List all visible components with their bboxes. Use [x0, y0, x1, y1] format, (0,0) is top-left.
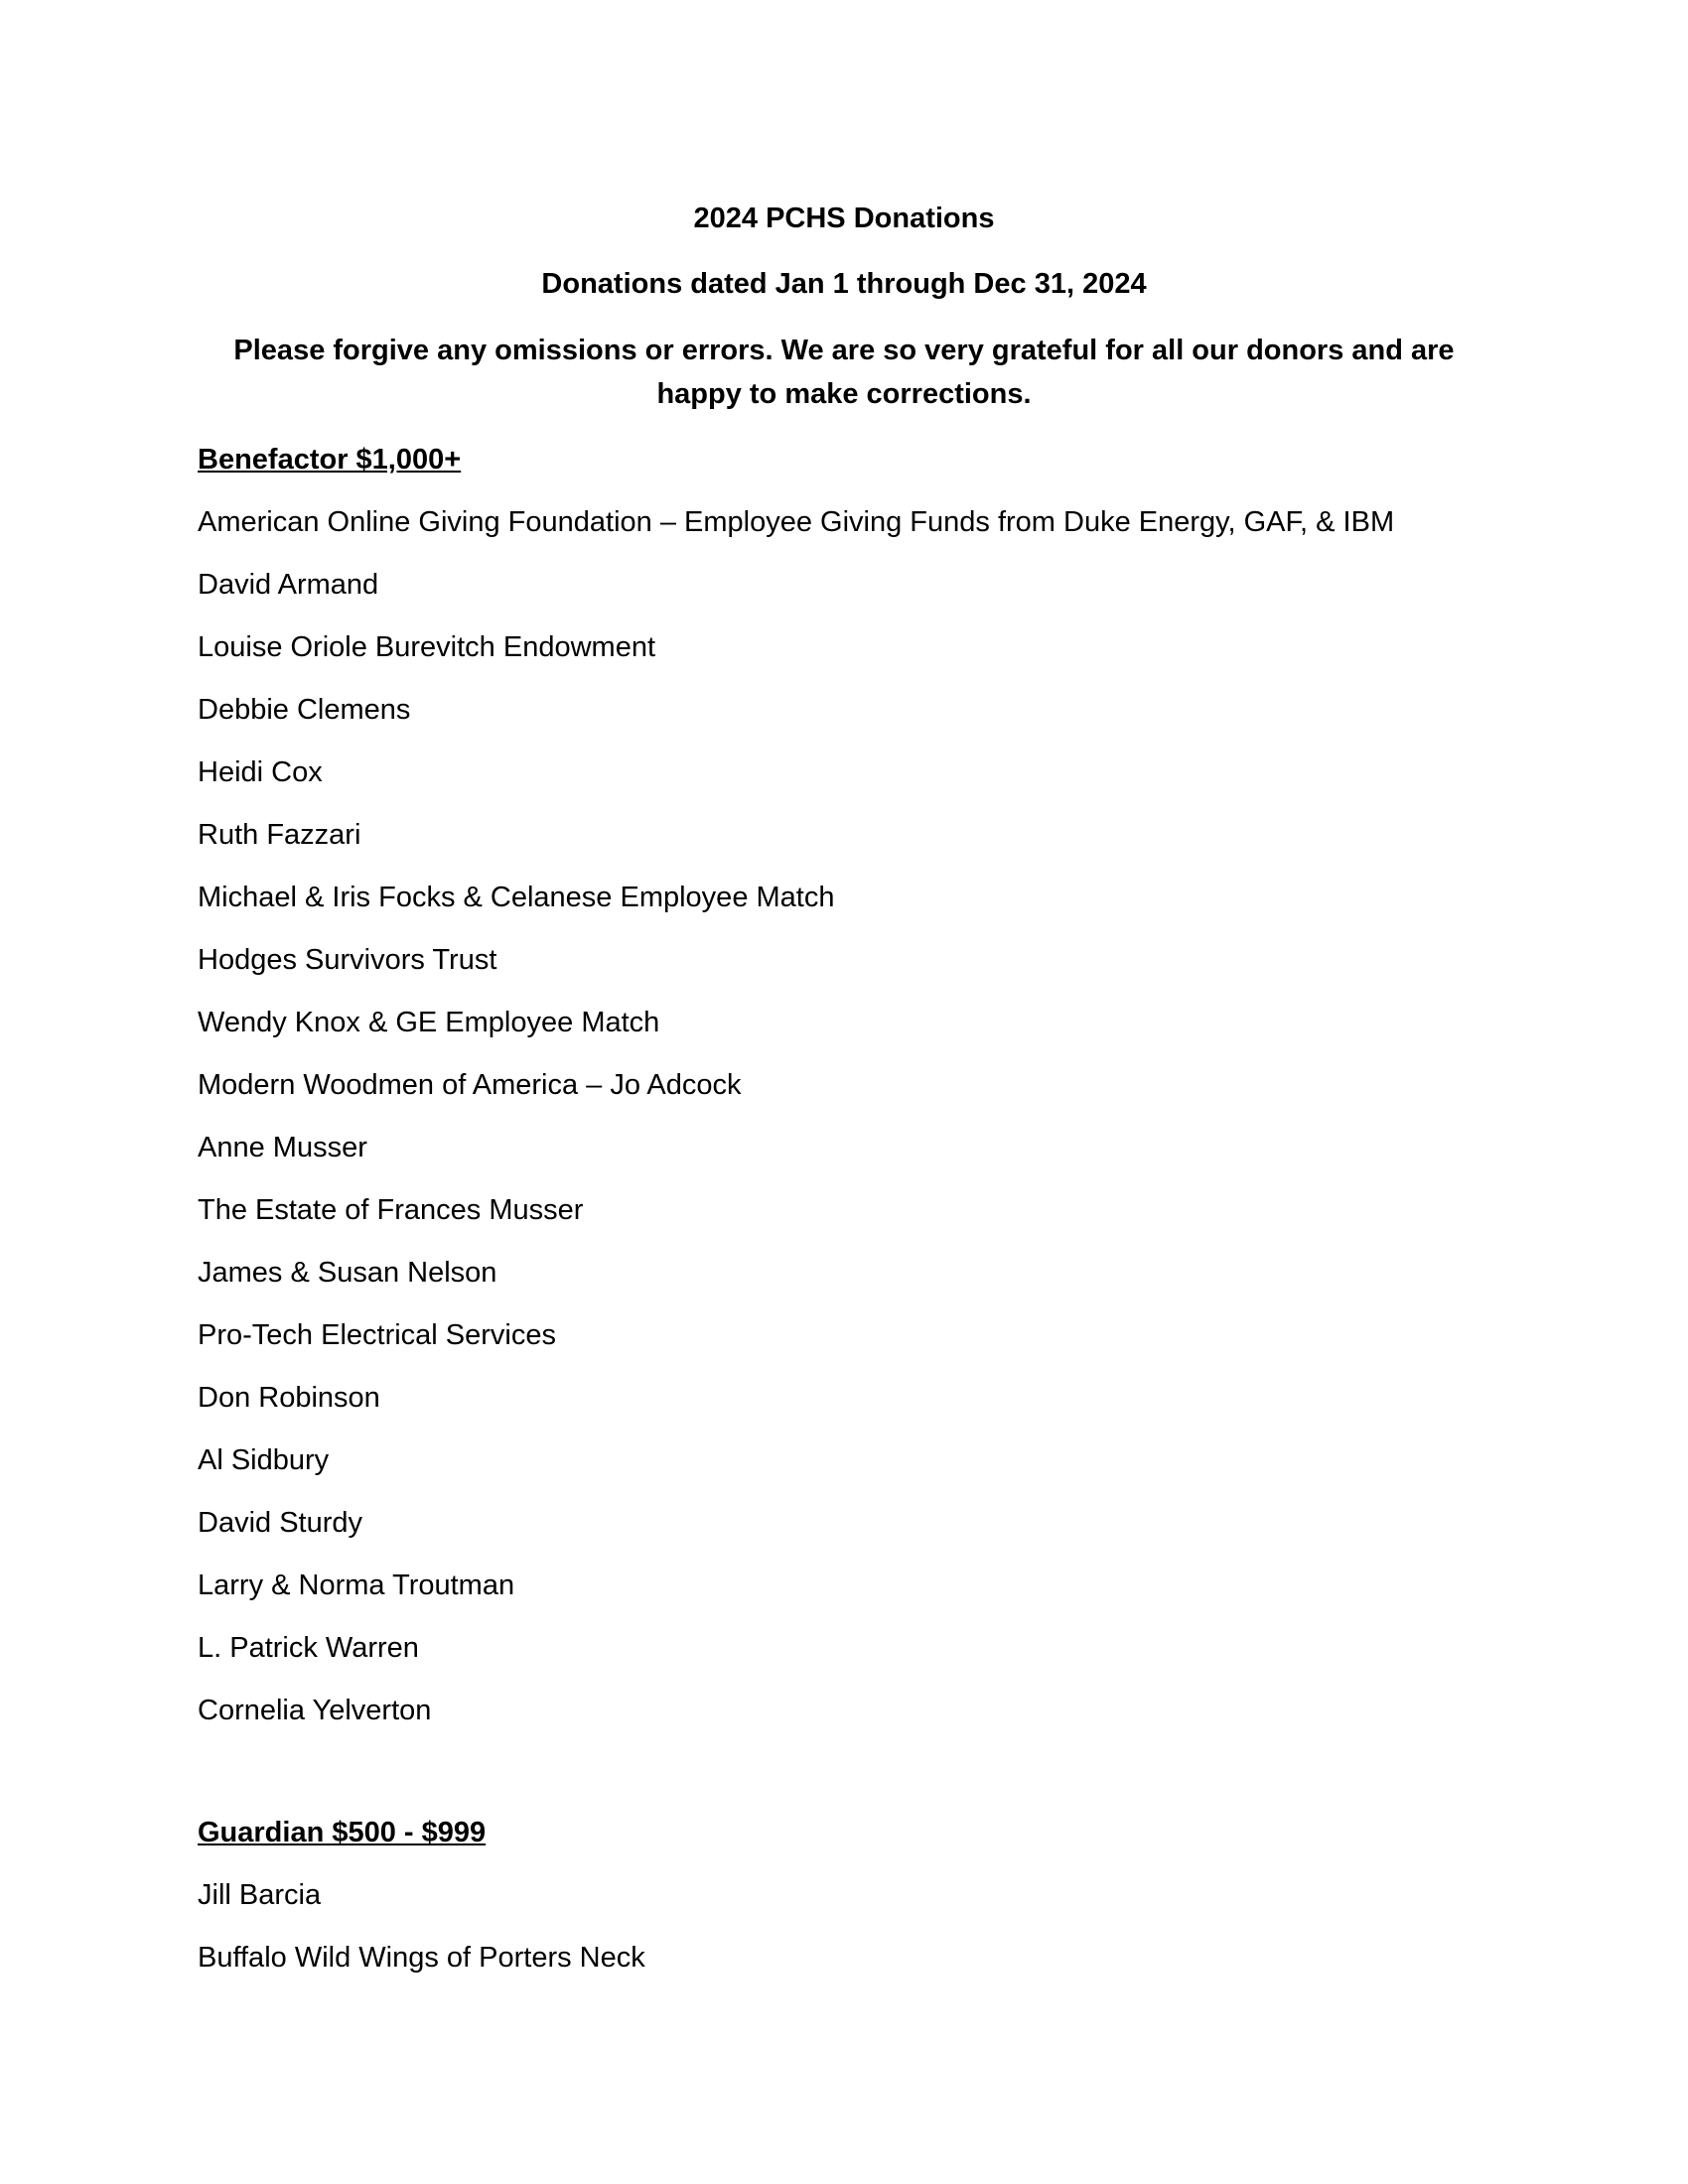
disclaimer-note: Please forgive any omissions or errors. We are so very grateful for all our donors and are happy to make corrections. — [233, 335, 1455, 410]
donor-entry: Al Sidbury — [198, 1444, 330, 1476]
donor-entry: Hodges Survivors Trust — [198, 944, 497, 976]
donor-entry: Michael & Iris Focks & Celanese Employee Match — [198, 882, 835, 913]
section-heading-guardian: Guardian $500 - $999 — [198, 1817, 487, 1848]
donor-entry: Larry & Norma Troutman — [198, 1570, 515, 1601]
donor-entry: Modern Woodmen of America – Jo Adcock — [198, 1069, 742, 1101]
donor-entry: David Sturdy — [198, 1507, 363, 1539]
donor-entry: Pro-Tech Electrical Services — [198, 1319, 556, 1351]
donor-entry: The Estate of Frances Musser — [198, 1194, 584, 1226]
donor-entry: Don Robinson — [198, 1382, 380, 1414]
donor-entry: Debbie Clemens — [198, 694, 411, 726]
donor-entry: Louise Oriole Burevitch Endowment — [198, 631, 656, 663]
guardian-donor-list — [198, 1875, 645, 2000]
document-title: 2024 PCHS Donations — [693, 203, 995, 234]
section-heading-benefactor: Benefactor $1,000+ — [198, 444, 462, 476]
donor-entry: Anne Musser — [198, 1132, 367, 1163]
donor-entry: Buffalo Wild Wings of Porters Neck — [198, 1942, 645, 1974]
donor-entry: James & Susan Nelson — [198, 1257, 497, 1289]
benefactor-donor-list — [198, 502, 1394, 1753]
donor-entry: American Online Giving Foundation – Employee Giving Funds from Duke Energy, GAF, & IBM — [198, 506, 1395, 538]
donor-entry: Heidi Cox — [198, 756, 323, 788]
donor-entry: Ruth Fazzari — [198, 819, 361, 851]
donor-entry: L. Patrick Warren — [198, 1632, 419, 1664]
donor-entry: Jill Barcia — [198, 1879, 322, 1911]
donor-entry: David Armand — [198, 569, 379, 601]
donor-entry: Wendy Knox & GE Employee Match — [198, 1007, 660, 1038]
date-range: Donations dated Jan 1 through Dec 31, 2024 — [541, 268, 1147, 300]
donor-entry: Cornelia Yelverton — [198, 1695, 432, 1726]
